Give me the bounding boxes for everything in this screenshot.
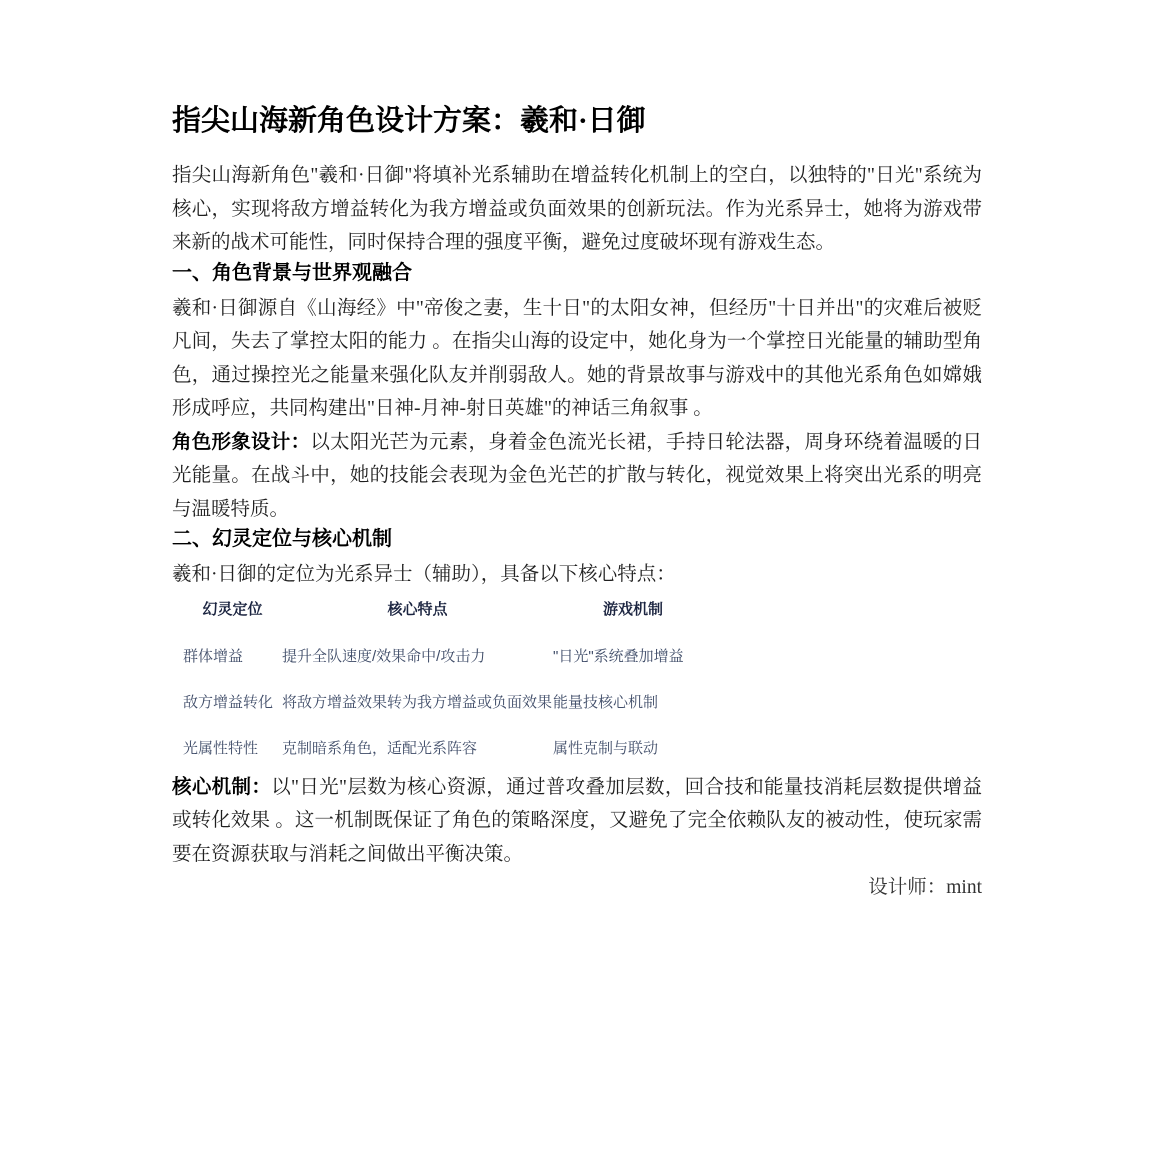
design-paragraph	[172, 426, 982, 527]
design-lead-label: 角色形象设计：	[172, 430, 311, 453]
table-header-row	[183, 592, 982, 633]
table-row	[183, 725, 982, 771]
section-2-heading: 二、幻灵定位与核心机制	[172, 528, 392, 550]
page-title: 指尖山海新角色设计方案：羲和·日御	[172, 105, 646, 137]
table-cell: 群体增益	[183, 647, 244, 665]
mechanism-paragraph	[172, 771, 982, 872]
mechanism-body-text: 以"日光"层数为核心资源，通过普攻叠加层数，回合技和能量技消耗层数提供增益或转化效果 。这一机制既保证了角色的策略深度，又避免了完全依赖队友的被动性，使玩家需要在资源获取与消耗之间做出平衡决策。	[172, 776, 982, 865]
design-body-text: 以太阳光芒为元素，身着金色流光长裙，手持日轮法器，周身环绕着温暖的日光能量。在战斗中，她的技能会表现为金色光芒的扩散与转化，视觉效果上将突出光系的明亮与温暖特质。	[172, 431, 982, 520]
section-1-heading: 一、角色背景与世界观融合	[172, 261, 412, 284]
table-cell: 光属性特性	[183, 739, 259, 757]
mechanism-lead-label: 核心机制：	[172, 775, 272, 798]
table-header-game-mechanic: 游戏机制	[602, 600, 663, 618]
traits-table	[183, 592, 982, 771]
intro-paragraph: 指尖山海新角色"羲和·日御"将填补光系辅助在增益转化机制上的空白，以独特的"日光"系统为核心，实现将敌方增益转化为我方增益或负面效果的创新玩法。作为光系异士，她将为游戏带来新的战术可能性，同时保持合理的强度平衡，避免过度破坏现有游戏生态。	[172, 165, 982, 253]
table-cell: 将敌方增益效果转为我方增益或负面效果	[282, 693, 553, 711]
section-1-paragraph: 羲和·日御源自《山海经》中"帝俊之妻，生十日"的太阳女神，但经历"十日并出"的灾难后被贬凡间，失去了掌控太阳的能力 。在指尖山海的设定中，她化身为一个掌控日光能量的辅助型角色，通过操控光之能量来强化队友并削弱敌人。她的背景故事与游戏中的其他光系角色如嫦娥形成呼应，共同构建出"日神-月神-射日英雄"的神话三角叙事 。	[172, 297, 982, 419]
table-cell: 属性克制与联动	[553, 739, 659, 757]
table-cell: 敌方增益转化	[183, 693, 274, 711]
table-cell: 克制暗系角色，适配光系阵容	[282, 739, 478, 757]
table-header-positioning: 幻灵定位	[202, 600, 263, 618]
designer-credit: 设计师：mint	[868, 877, 982, 898]
table-cell: 能量技核心机制	[553, 693, 659, 711]
table-header-core-traits: 核心特点	[387, 600, 448, 618]
positioning-paragraph: 羲和·日御的定位为光系异士（辅助），具备以下核心特点：	[172, 564, 676, 585]
table-row	[183, 633, 982, 679]
table-cell: "日光"系统叠加增益	[553, 647, 684, 665]
table-row	[183, 679, 982, 725]
table-cell: 提升全队速度/效果命中/攻击力	[282, 647, 486, 665]
